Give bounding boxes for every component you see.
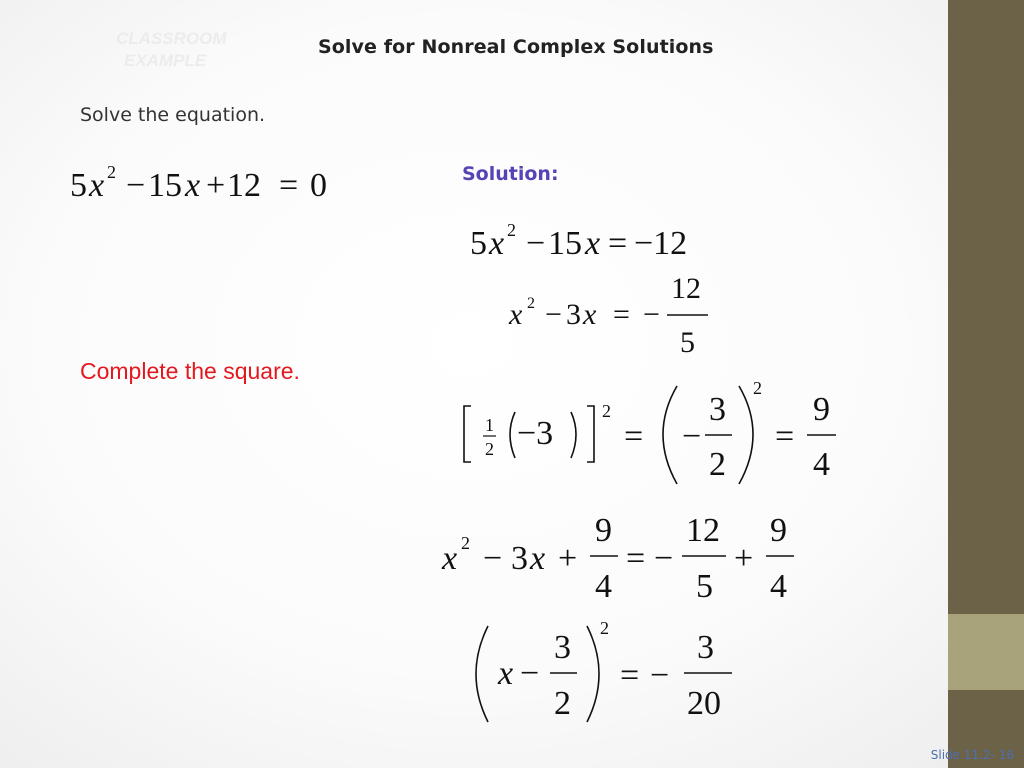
equals-sign: = (613, 298, 630, 331)
exponent: 2 (600, 618, 609, 638)
exponent: 2 (507, 220, 516, 240)
equals-sign: = (624, 418, 644, 455)
half-denominator: 2 (485, 439, 494, 459)
var-x: x (583, 298, 597, 331)
minus-sign: − (126, 167, 146, 204)
fraction-numerator: 12 (671, 272, 701, 305)
var-x: x (442, 540, 458, 577)
constant: 12 (227, 167, 261, 204)
tag-line-2: EXAMPLE (124, 51, 207, 70)
var-x: x (498, 655, 514, 692)
minus-sign: − (545, 298, 562, 331)
big-left-paren (476, 626, 488, 722)
coef-a: 5 (70, 167, 87, 204)
step-2-equation (505, 272, 725, 362)
equals-sign: = (279, 167, 299, 204)
fraction-1-numerator: 9 (595, 512, 612, 549)
fraction-denominator: 2 (709, 446, 726, 483)
fraction-3-denominator: 4 (770, 568, 787, 605)
complete-square-hint: Complete the square. (80, 358, 300, 384)
minus-sign: − (520, 655, 540, 692)
step-5-equation (470, 614, 750, 729)
coef-b: 3 (511, 540, 528, 577)
fraction-3-numerator: 9 (770, 512, 787, 549)
result-denominator: 20 (687, 685, 721, 722)
right-bracket (587, 406, 594, 462)
equals-sign: = (775, 418, 795, 455)
classroom-example-tag (116, 28, 227, 72)
original-equation (70, 160, 350, 204)
step-4-equation (440, 507, 820, 612)
var-x: x (185, 167, 201, 204)
minus-sign: − (483, 540, 503, 577)
tag-line-1: CLASSROOM (116, 29, 227, 48)
negative-sign: − (654, 540, 674, 577)
exponent: 2 (461, 533, 470, 553)
equals-sign: = (626, 540, 646, 577)
plus-sign: + (206, 167, 226, 204)
half-numerator: 1 (485, 415, 494, 435)
minus-sign: − (526, 225, 546, 262)
fraction-2-numerator: 12 (686, 512, 720, 549)
big-right-paren (587, 626, 599, 722)
step-1-equation (468, 220, 718, 264)
result-denominator: 4 (813, 446, 830, 483)
fraction-denominator: 2 (554, 685, 571, 722)
equals-sign: = (620, 657, 640, 694)
coef-b: 15 (548, 225, 582, 262)
var-x: x (509, 298, 523, 331)
var-x: x (530, 540, 546, 577)
exponent-outer: 2 (753, 378, 762, 398)
sidebar-accent-block (948, 614, 1024, 690)
var-x: x (489, 225, 505, 262)
plus-sign: + (734, 540, 754, 577)
var-x: x (585, 225, 601, 262)
coef-b: 3 (566, 298, 581, 331)
coef-b: 15 (148, 167, 182, 204)
result-numerator: 3 (697, 629, 714, 666)
zero: 0 (310, 167, 327, 204)
equals-sign: = (608, 225, 628, 262)
negative-sign: − (650, 657, 670, 694)
negative-sign: − (682, 418, 702, 455)
result-numerator: 9 (813, 391, 830, 428)
rhs-value: −12 (634, 225, 688, 262)
fraction-1-denominator: 4 (595, 568, 612, 605)
fraction-numerator: 3 (554, 629, 571, 666)
var-x: x (89, 167, 105, 204)
fraction-2-denominator: 5 (696, 568, 713, 605)
step-3-equation (455, 374, 855, 494)
left-paren (510, 412, 515, 458)
problem-prompt: Solve the equation. (80, 104, 266, 126)
left-bracket (464, 406, 471, 462)
exponent: 2 (107, 162, 116, 182)
slide-title: Solve for Nonreal Complex Solutions (318, 36, 714, 58)
inner-value: −3 (517, 415, 554, 452)
exponent: 2 (602, 401, 611, 421)
coef-a: 5 (470, 225, 487, 262)
negative-sign: − (643, 298, 660, 331)
big-left-paren (663, 386, 677, 484)
fraction-denominator: 5 (680, 326, 695, 359)
right-paren (571, 412, 576, 458)
solution-label: Solution: (462, 163, 559, 185)
exponent: 2 (527, 295, 535, 312)
big-right-paren (739, 386, 753, 484)
plus-sign: + (558, 540, 578, 577)
fraction-numerator: 3 (709, 391, 726, 428)
slide-number: Slide 11.2- 16 (930, 748, 1014, 762)
